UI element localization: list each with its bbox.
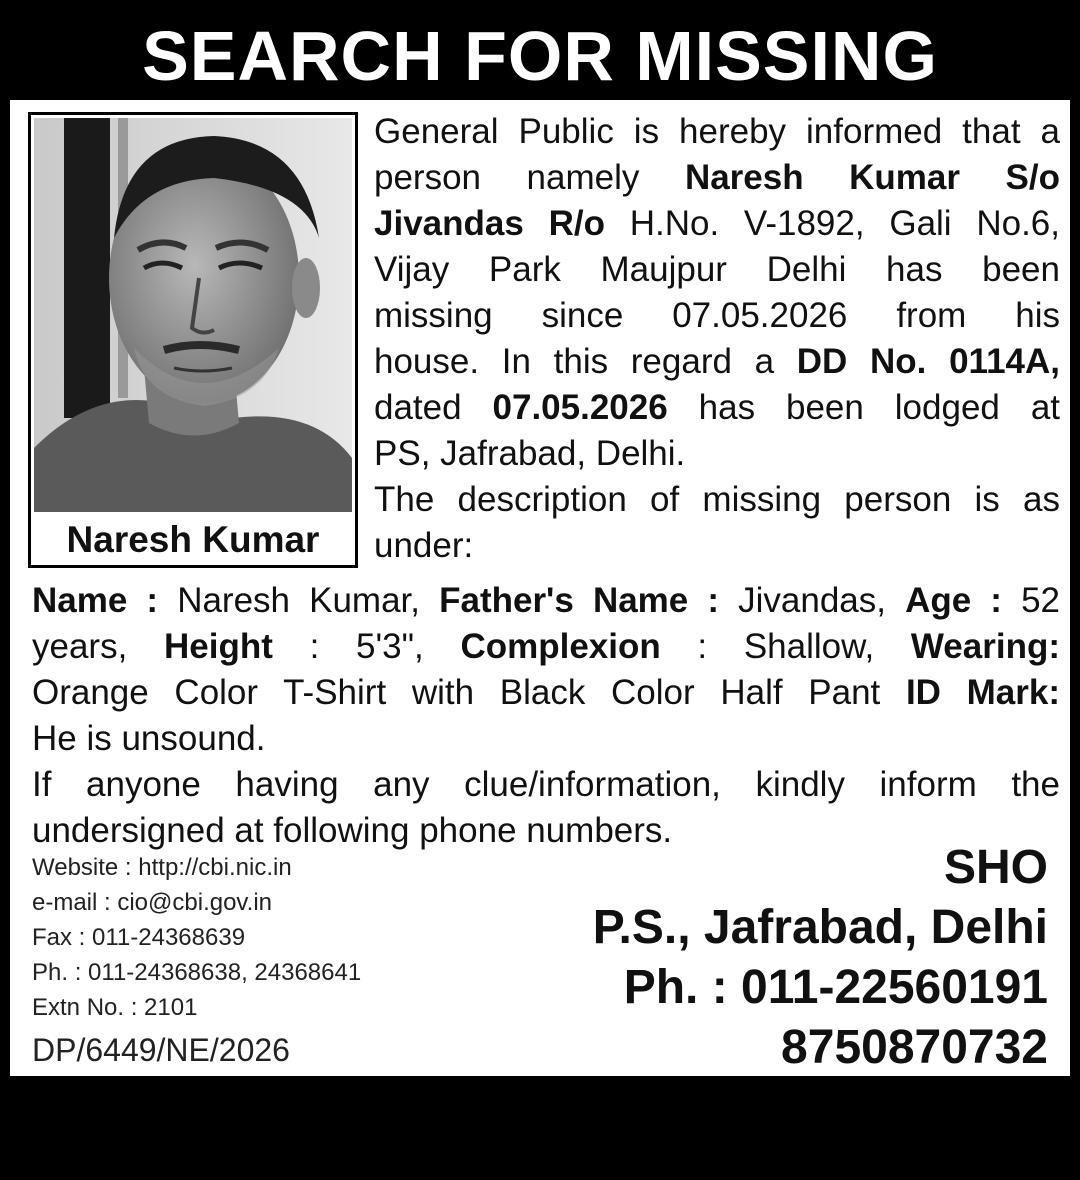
intro-line: PS, Jafrabad, Delhi. <box>374 434 686 473</box>
intro-line: missing since 07.05.2026 from his <box>374 296 1060 335</box>
id-mark-label: ID Mark: <box>905 673 1060 712</box>
sho-mobile: 8750870732 <box>781 1021 1048 1074</box>
age-label: Age : <box>905 581 1002 620</box>
intro-line: The description of missing person is as <box>374 480 1060 519</box>
dd-date: 07.05.2026 <box>492 388 668 427</box>
intro-line: dated 07.05.2026 has been lodged at <box>374 388 1061 427</box>
name-label: Name : <box>32 581 159 620</box>
photo-frame <box>28 112 358 568</box>
portrait-image <box>34 118 352 512</box>
extension-text: Extn No. : 2101 <box>32 994 198 1021</box>
description-line: If anyone having any clue/information, kindly inform the <box>32 765 1060 804</box>
wearing-label: Wearing: <box>910 627 1060 666</box>
description-line: Name : Naresh Kumar, Father's Name : Jivandas, Age : 52 <box>32 581 1060 620</box>
description-paragraph <box>32 578 1060 854</box>
complexion-label: Complexion <box>460 627 661 666</box>
intro-line: General Public is hereby informed that a <box>374 112 1060 151</box>
height-label: Height <box>164 627 273 666</box>
website-text: Website : http://cbi.nic.in <box>32 854 292 881</box>
sho-title: SHO <box>943 841 1048 894</box>
missing-person-notice <box>7 7 1073 1079</box>
photo-caption: Naresh Kumar <box>66 519 320 560</box>
father-name-emphasis: Jivandas R/o <box>374 204 605 243</box>
sho-contact-block <box>488 838 1048 1078</box>
phone-text: Ph. : 011-24368638, 24368641 <box>32 959 362 986</box>
notice-title: SEARCH FOR MISSING <box>10 10 1070 100</box>
sho-phone: Ph. : 011-22560191 <box>623 961 1048 1014</box>
description-line: undersigned at following phone numbers. <box>32 811 673 850</box>
police-station: P.S., Jafrabad, Delhi <box>592 901 1048 954</box>
intro-line: Vijay Park Maujpur Delhi has been <box>374 250 1060 289</box>
reference-number: DP/6449/NE/2026 <box>32 1032 290 1068</box>
intro-paragraph <box>374 109 1060 569</box>
dd-number: DD No. 0114A, <box>796 342 1061 381</box>
fax-text: Fax : 011-24368639 <box>32 924 246 951</box>
person-name-emphasis: Naresh Kumar S/o <box>684 158 1061 197</box>
father-label: Father's Name : <box>439 581 720 620</box>
intro-line: person namely Naresh Kumar S/o <box>374 158 1061 197</box>
intro-line: house. In this regard a DD No. 0114A, <box>374 342 1061 381</box>
missing-person-photo <box>34 118 352 512</box>
email-text: e-mail : cio@cbi.gov.in <box>32 889 272 916</box>
description-line: Orange Color T-Shirt with Black Color Half Pant ID Mark: <box>32 673 1060 712</box>
description-line: years, Height : 5'3", Complexion : Shallow, Wearing: <box>32 627 1060 666</box>
description-line: He is unsound. <box>32 719 266 758</box>
intro-line: Jivandas R/o H.No. V-1892, Gali No.6, <box>374 204 1060 243</box>
contact-details <box>32 850 361 1025</box>
intro-line: under: <box>374 526 474 565</box>
